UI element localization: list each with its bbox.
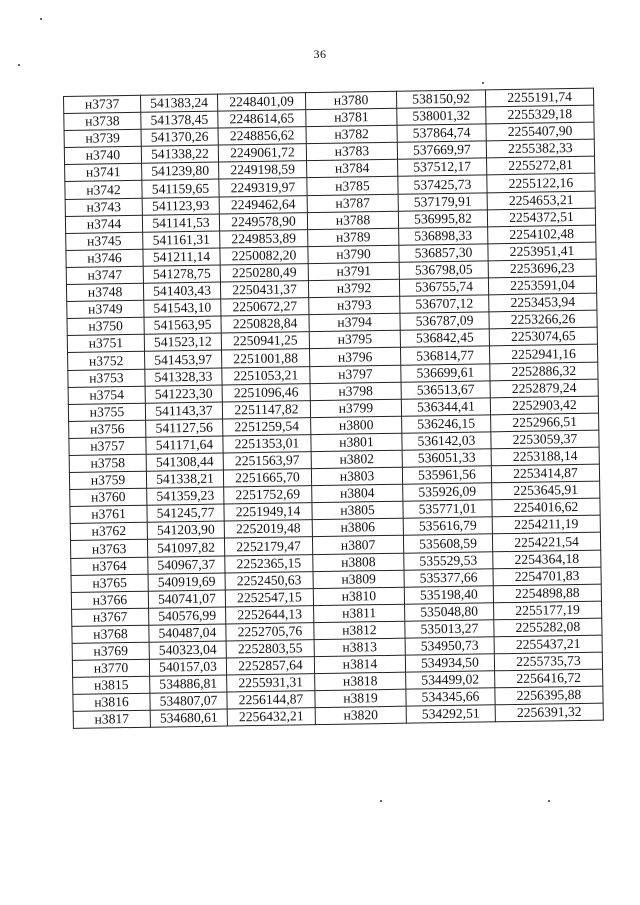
right-y-coordinate-cell: 2255735,73 bbox=[494, 652, 602, 671]
right-x-coordinate-cell: 535926,09 bbox=[403, 483, 492, 501]
right-x-coordinate-cell: 536814,77 bbox=[400, 346, 489, 364]
right-x-coordinate-cell: 536344,41 bbox=[401, 398, 490, 416]
left-y-coordinate-cell: 2251665,70 bbox=[223, 469, 311, 487]
right-point-id-cell: н3812 bbox=[314, 621, 405, 640]
right-x-coordinate-cell: 534499,02 bbox=[406, 671, 495, 689]
right-point-id-cell: н3809 bbox=[313, 570, 404, 589]
right-x-coordinate-cell: 538001,32 bbox=[397, 107, 486, 125]
left-point-id-cell: н3743 bbox=[65, 198, 142, 216]
right-y-coordinate-cell: 2252941,16 bbox=[489, 345, 597, 364]
left-x-coordinate-cell: 541338,21 bbox=[146, 470, 223, 488]
right-point-id-cell: н3799 bbox=[310, 399, 401, 418]
left-x-coordinate-cell: 541127,56 bbox=[146, 419, 223, 437]
right-point-id-cell: н3791 bbox=[308, 262, 399, 281]
left-x-coordinate-cell: 540157,03 bbox=[149, 658, 226, 676]
left-x-coordinate-cell: 541338,22 bbox=[141, 145, 218, 163]
right-y-coordinate-cell: 2253414,87 bbox=[491, 464, 599, 483]
right-y-coordinate-cell: 2255122,16 bbox=[487, 174, 595, 193]
left-point-id-cell: н3766 bbox=[71, 591, 148, 609]
right-point-id-cell: н3807 bbox=[312, 536, 403, 555]
right-x-coordinate-cell: 535198,40 bbox=[404, 586, 493, 604]
left-y-coordinate-cell: 2251752,69 bbox=[224, 486, 312, 504]
left-point-id-cell: н3745 bbox=[66, 232, 143, 250]
right-point-id-cell: н3813 bbox=[314, 638, 405, 657]
left-x-coordinate-cell: 541359,23 bbox=[147, 487, 224, 505]
right-x-coordinate-cell: 537425,73 bbox=[398, 175, 487, 193]
right-y-coordinate-cell: 2254016,62 bbox=[492, 498, 600, 517]
left-x-coordinate-cell: 534886,81 bbox=[150, 675, 227, 693]
left-point-id-cell: н3744 bbox=[65, 215, 142, 233]
right-x-coordinate-cell: 535048,80 bbox=[405, 603, 494, 621]
right-point-id-cell: н3803 bbox=[311, 467, 402, 486]
left-point-id-cell: н3749 bbox=[67, 300, 144, 318]
right-y-coordinate-cell: 2252903,42 bbox=[490, 396, 598, 415]
right-y-coordinate-cell: 2255177,19 bbox=[494, 601, 602, 620]
left-x-coordinate-cell: 541239,80 bbox=[142, 162, 219, 180]
right-y-coordinate-cell: 2253951,41 bbox=[488, 242, 596, 261]
scan-speck bbox=[18, 64, 20, 66]
left-point-id-cell: н3758 bbox=[69, 454, 146, 472]
left-y-coordinate-cell: 2251053,21 bbox=[222, 366, 310, 384]
right-y-coordinate-cell: 2255329,18 bbox=[486, 105, 594, 124]
left-y-coordinate-cell: 2249462,64 bbox=[219, 195, 307, 213]
right-point-id-cell: н3780 bbox=[305, 91, 396, 110]
left-point-id-cell: н3751 bbox=[67, 335, 144, 353]
right-x-coordinate-cell: 536513,67 bbox=[401, 380, 490, 398]
left-x-coordinate-cell: 541308,44 bbox=[146, 453, 223, 471]
right-point-id-cell: н3808 bbox=[313, 553, 404, 572]
left-x-coordinate-cell: 541378,45 bbox=[141, 111, 218, 129]
right-point-id-cell: н3787 bbox=[307, 194, 398, 213]
right-x-coordinate-cell: 535771,01 bbox=[403, 500, 492, 518]
right-x-coordinate-cell: 536995,82 bbox=[398, 210, 487, 228]
right-point-id-cell: н3798 bbox=[310, 382, 401, 401]
right-y-coordinate-cell: 2256395,88 bbox=[495, 686, 603, 705]
right-y-coordinate-cell: 2253074,65 bbox=[489, 327, 597, 346]
right-point-id-cell: н3806 bbox=[312, 519, 403, 538]
right-x-coordinate-cell: 535529,53 bbox=[404, 551, 493, 569]
scan-speck bbox=[40, 18, 42, 20]
right-point-id-cell: н3804 bbox=[312, 484, 403, 503]
page-number: 36 bbox=[313, 47, 327, 61]
right-point-id-cell: н3782 bbox=[306, 125, 397, 144]
right-x-coordinate-cell: 534292,51 bbox=[406, 705, 495, 723]
left-x-coordinate-cell: 541328,33 bbox=[145, 368, 222, 386]
right-point-id-cell: н3801 bbox=[311, 433, 402, 452]
right-y-coordinate-cell: 2254653,21 bbox=[487, 191, 595, 210]
left-y-coordinate-cell: 2250431,37 bbox=[220, 281, 308, 299]
right-point-id-cell: н3794 bbox=[309, 313, 400, 332]
coordinates-table-body bbox=[64, 88, 604, 729]
left-x-coordinate-cell: 541370,26 bbox=[141, 128, 218, 146]
right-point-id-cell: н3802 bbox=[311, 450, 402, 469]
left-y-coordinate-cell: 2252857,64 bbox=[226, 657, 314, 675]
left-x-coordinate-cell: 541171,64 bbox=[146, 436, 223, 454]
right-y-coordinate-cell: 2253591,04 bbox=[488, 276, 596, 295]
left-point-id-cell: н3757 bbox=[69, 437, 146, 455]
left-y-coordinate-cell: 2250672,27 bbox=[221, 298, 309, 316]
right-y-coordinate-cell: 2254211,19 bbox=[492, 515, 600, 534]
left-y-coordinate-cell: 2252547,15 bbox=[225, 588, 313, 606]
right-x-coordinate-cell: 536787,09 bbox=[400, 312, 489, 330]
left-y-coordinate-cell: 2252450,63 bbox=[225, 571, 313, 589]
left-x-coordinate-cell: 541123,93 bbox=[142, 197, 219, 215]
left-y-coordinate-cell: 2255931,31 bbox=[227, 674, 315, 692]
right-point-id-cell: н3805 bbox=[312, 501, 403, 520]
left-x-coordinate-cell: 541203,90 bbox=[147, 521, 224, 539]
left-point-id-cell: н3753 bbox=[68, 369, 145, 387]
right-x-coordinate-cell: 536051,33 bbox=[402, 449, 491, 467]
right-point-id-cell: н3811 bbox=[314, 604, 405, 623]
left-y-coordinate-cell: 2256144,87 bbox=[227, 691, 315, 709]
left-point-id-cell: н3748 bbox=[66, 283, 143, 301]
right-point-id-cell: н3814 bbox=[314, 655, 405, 674]
left-x-coordinate-cell: 534680,61 bbox=[150, 709, 227, 727]
left-y-coordinate-cell: 2251563,97 bbox=[223, 452, 311, 470]
left-point-id-cell: н3752 bbox=[68, 352, 145, 370]
left-y-coordinate-cell: 2252803,55 bbox=[226, 640, 314, 658]
left-point-id-cell: н3739 bbox=[64, 129, 141, 147]
left-y-coordinate-cell: 2249319,97 bbox=[219, 178, 307, 196]
right-y-coordinate-cell: 2254221,54 bbox=[492, 533, 600, 552]
right-point-id-cell: н3789 bbox=[308, 228, 399, 247]
coordinates-table bbox=[63, 88, 604, 730]
scan-speck bbox=[380, 800, 382, 802]
left-y-coordinate-cell: 2249061,72 bbox=[218, 144, 306, 162]
left-point-id-cell: н3756 bbox=[69, 420, 146, 438]
left-x-coordinate-cell: 541383,24 bbox=[140, 94, 217, 112]
right-point-id-cell: н3792 bbox=[308, 279, 399, 298]
right-y-coordinate-cell: 2254102,48 bbox=[488, 225, 596, 244]
left-point-id-cell: н3754 bbox=[68, 386, 145, 404]
right-x-coordinate-cell: 535616,79 bbox=[403, 517, 492, 535]
right-point-id-cell: н3790 bbox=[308, 245, 399, 264]
left-point-id-cell: н3763 bbox=[70, 540, 147, 558]
left-point-id-cell: н3741 bbox=[65, 164, 142, 182]
left-point-id-cell: н3816 bbox=[73, 693, 150, 711]
right-y-coordinate-cell: 2253645,91 bbox=[492, 481, 600, 500]
left-point-id-cell: н3767 bbox=[72, 608, 149, 626]
right-x-coordinate-cell: 535961,56 bbox=[402, 466, 491, 484]
left-point-id-cell: н3760 bbox=[70, 488, 147, 506]
left-x-coordinate-cell: 541223,30 bbox=[145, 385, 222, 403]
right-y-coordinate-cell: 2254372,51 bbox=[487, 208, 595, 227]
left-x-coordinate-cell: 541278,75 bbox=[143, 265, 220, 283]
scan-speck bbox=[482, 82, 484, 84]
left-y-coordinate-cell: 2248614,65 bbox=[218, 110, 306, 128]
right-y-coordinate-cell: 2253266,26 bbox=[489, 310, 597, 329]
left-point-id-cell: н3762 bbox=[70, 523, 147, 541]
right-point-id-cell: н3793 bbox=[309, 296, 400, 315]
right-y-coordinate-cell: 2254364,18 bbox=[493, 550, 601, 569]
left-point-id-cell: н3742 bbox=[65, 181, 142, 199]
right-x-coordinate-cell: 536142,03 bbox=[402, 432, 491, 450]
left-y-coordinate-cell: 2252019,48 bbox=[224, 520, 312, 538]
right-x-coordinate-cell: 535013,27 bbox=[405, 620, 494, 638]
left-x-coordinate-cell: 534807,07 bbox=[150, 692, 227, 710]
right-x-coordinate-cell: 535608,59 bbox=[403, 534, 492, 552]
left-point-id-cell: н3759 bbox=[69, 471, 146, 489]
left-point-id-cell: н3746 bbox=[66, 249, 143, 267]
left-y-coordinate-cell: 2249578,90 bbox=[219, 212, 307, 230]
left-y-coordinate-cell: 2249198,59 bbox=[219, 161, 307, 179]
left-y-coordinate-cell: 2249853,89 bbox=[220, 229, 308, 247]
left-point-id-cell: н3817 bbox=[73, 711, 150, 729]
left-point-id-cell: н3770 bbox=[72, 659, 149, 677]
right-x-coordinate-cell: 538150,92 bbox=[396, 90, 485, 108]
right-x-coordinate-cell: 534934,50 bbox=[405, 654, 494, 672]
right-y-coordinate-cell: 2256391,32 bbox=[495, 703, 603, 722]
right-y-coordinate-cell: 2255382,33 bbox=[486, 139, 594, 158]
left-y-coordinate-cell: 2248401,09 bbox=[217, 93, 305, 111]
right-y-coordinate-cell: 2253453,94 bbox=[489, 293, 597, 312]
left-point-id-cell: н3738 bbox=[64, 112, 141, 130]
left-y-coordinate-cell: 2252365,15 bbox=[225, 554, 313, 572]
left-point-id-cell: н3768 bbox=[72, 625, 149, 643]
right-x-coordinate-cell: 536246,15 bbox=[402, 415, 491, 433]
right-x-coordinate-cell: 534950,73 bbox=[405, 637, 494, 655]
right-point-id-cell: н3785 bbox=[307, 177, 398, 196]
right-point-id-cell: н3818 bbox=[315, 672, 406, 691]
left-x-coordinate-cell: 541141,53 bbox=[142, 214, 219, 232]
left-x-coordinate-cell: 541245,77 bbox=[147, 504, 224, 522]
right-y-coordinate-cell: 2254701,83 bbox=[493, 567, 601, 586]
left-y-coordinate-cell: 2252705,76 bbox=[226, 623, 314, 641]
left-point-id-cell: н3765 bbox=[71, 574, 148, 592]
left-x-coordinate-cell: 540323,04 bbox=[149, 641, 226, 659]
left-y-coordinate-cell: 2252644,13 bbox=[226, 605, 314, 623]
right-x-coordinate-cell: 536755,74 bbox=[399, 278, 488, 296]
right-x-coordinate-cell: 537864,74 bbox=[397, 124, 486, 142]
right-point-id-cell: н3797 bbox=[310, 365, 401, 384]
right-x-coordinate-cell: 534345,66 bbox=[406, 688, 495, 706]
left-x-coordinate-cell: 540487,04 bbox=[149, 624, 226, 642]
left-x-coordinate-cell: 541211,14 bbox=[143, 248, 220, 266]
right-y-coordinate-cell: 2255407,90 bbox=[486, 122, 594, 141]
right-x-coordinate-cell: 537179,91 bbox=[398, 192, 487, 210]
right-x-coordinate-cell: 536798,05 bbox=[399, 261, 488, 279]
left-y-coordinate-cell: 2250280,49 bbox=[220, 264, 308, 282]
right-y-coordinate-cell: 2252886,32 bbox=[490, 362, 598, 381]
right-y-coordinate-cell: 2255437,21 bbox=[494, 635, 602, 654]
left-x-coordinate-cell: 540919,69 bbox=[148, 573, 225, 591]
right-point-id-cell: н3800 bbox=[311, 416, 402, 435]
right-y-coordinate-cell: 2253059,37 bbox=[491, 430, 599, 449]
left-y-coordinate-cell: 2256432,21 bbox=[227, 708, 315, 726]
right-y-coordinate-cell: 2252966,51 bbox=[491, 413, 599, 432]
right-x-coordinate-cell: 536842,45 bbox=[400, 329, 489, 347]
right-point-id-cell: н3819 bbox=[315, 689, 406, 708]
left-y-coordinate-cell: 2251096,46 bbox=[222, 383, 310, 401]
right-y-coordinate-cell: 2253188,14 bbox=[491, 447, 599, 466]
left-x-coordinate-cell: 541159,65 bbox=[142, 180, 219, 198]
right-x-coordinate-cell: 536699,61 bbox=[401, 363, 490, 381]
right-y-coordinate-cell: 2253696,23 bbox=[488, 259, 596, 278]
right-y-coordinate-cell: 2252879,24 bbox=[490, 379, 598, 398]
left-y-coordinate-cell: 2250941,25 bbox=[221, 332, 309, 350]
left-y-coordinate-cell: 2250828,84 bbox=[221, 315, 309, 333]
right-point-id-cell: н3796 bbox=[310, 348, 401, 367]
left-y-coordinate-cell: 2248856,62 bbox=[218, 127, 306, 145]
right-x-coordinate-cell: 535377,66 bbox=[404, 568, 493, 586]
right-point-id-cell: н3820 bbox=[315, 707, 406, 726]
right-x-coordinate-cell: 536857,30 bbox=[399, 244, 488, 262]
right-point-id-cell: н3783 bbox=[306, 143, 397, 162]
right-point-id-cell: н3781 bbox=[306, 108, 397, 127]
left-x-coordinate-cell: 541523,12 bbox=[144, 333, 221, 351]
left-x-coordinate-cell: 541143,37 bbox=[145, 402, 222, 420]
left-y-coordinate-cell: 2251353,01 bbox=[223, 435, 311, 453]
right-y-coordinate-cell: 2254898,88 bbox=[493, 584, 601, 603]
left-x-coordinate-cell: 540741,07 bbox=[148, 590, 225, 608]
right-x-coordinate-cell: 536707,12 bbox=[400, 295, 489, 313]
left-point-id-cell: н3740 bbox=[64, 147, 141, 165]
left-point-id-cell: н3750 bbox=[67, 317, 144, 335]
left-x-coordinate-cell: 541097,82 bbox=[147, 538, 224, 556]
left-point-id-cell: н3755 bbox=[68, 403, 145, 421]
left-x-coordinate-cell: 541543,10 bbox=[144, 299, 221, 317]
right-y-coordinate-cell: 2255272,81 bbox=[487, 157, 595, 176]
left-x-coordinate-cell: 541453,97 bbox=[145, 350, 222, 368]
right-point-id-cell: н3810 bbox=[313, 587, 404, 606]
right-y-coordinate-cell: 2255191,74 bbox=[485, 88, 593, 107]
left-point-id-cell: н3764 bbox=[71, 557, 148, 575]
right-x-coordinate-cell: 537512,17 bbox=[398, 158, 487, 176]
left-point-id-cell: н3747 bbox=[66, 266, 143, 284]
left-y-coordinate-cell: 2251949,14 bbox=[224, 503, 312, 521]
left-point-id-cell: н3815 bbox=[73, 676, 150, 694]
left-point-id-cell: н3737 bbox=[64, 95, 141, 113]
left-y-coordinate-cell: 2252179,47 bbox=[224, 537, 312, 555]
right-y-coordinate-cell: 2255282,08 bbox=[494, 618, 602, 637]
left-y-coordinate-cell: 2250082,20 bbox=[220, 247, 308, 265]
left-y-coordinate-cell: 2251001,88 bbox=[222, 349, 310, 367]
left-point-id-cell: н3769 bbox=[72, 642, 149, 660]
left-y-coordinate-cell: 2251147,82 bbox=[222, 400, 310, 418]
left-x-coordinate-cell: 540967,37 bbox=[148, 556, 225, 574]
left-x-coordinate-cell: 541161,31 bbox=[143, 231, 220, 249]
left-x-coordinate-cell: 541403,43 bbox=[143, 282, 220, 300]
right-point-id-cell: н3795 bbox=[309, 331, 400, 350]
left-x-coordinate-cell: 540576,99 bbox=[149, 607, 226, 625]
scan-speck bbox=[548, 800, 550, 802]
right-y-coordinate-cell: 2256416,72 bbox=[495, 669, 603, 688]
left-x-coordinate-cell: 541563,95 bbox=[144, 316, 221, 334]
left-point-id-cell: н3761 bbox=[70, 505, 147, 523]
right-point-id-cell: н3788 bbox=[307, 211, 398, 230]
right-point-id-cell: н3784 bbox=[307, 160, 398, 179]
right-x-coordinate-cell: 536898,33 bbox=[399, 227, 488, 245]
right-x-coordinate-cell: 537669,97 bbox=[397, 141, 486, 159]
left-y-coordinate-cell: 2251259,54 bbox=[223, 417, 311, 435]
